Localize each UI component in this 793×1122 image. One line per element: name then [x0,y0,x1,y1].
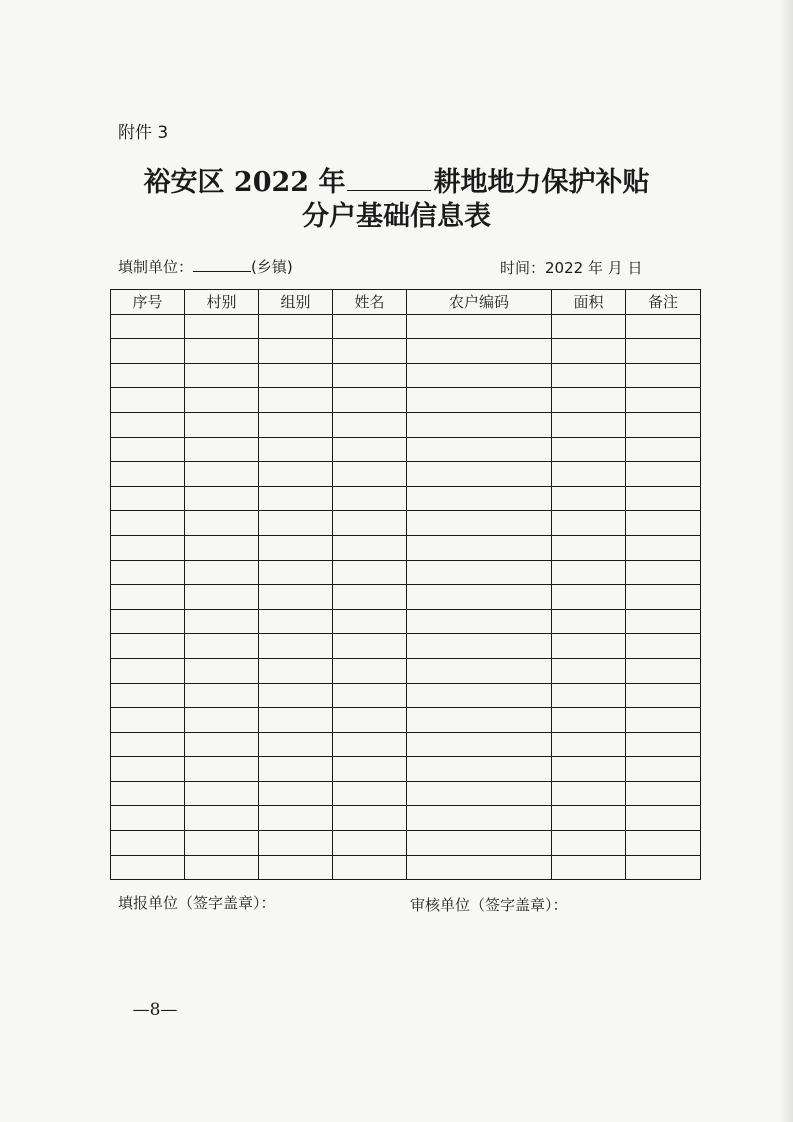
table-cell [407,437,552,462]
table-cell [333,609,407,634]
table-cell [333,585,407,610]
table-cell [185,585,259,610]
table-cell [407,732,552,757]
table-row [111,339,701,364]
table-cell [333,511,407,536]
table-cell [259,757,333,782]
table-cell [333,437,407,462]
table-cell [185,658,259,683]
table-row [111,535,701,560]
table-cell [259,560,333,585]
table-cell [626,462,701,487]
table-cell [333,486,407,511]
page-number: —8— [132,1000,178,1020]
table-cell [259,732,333,757]
table-cell [185,757,259,782]
table-cell [552,535,626,560]
table-cell [552,855,626,880]
header-household-code: 农户编码 [407,290,552,315]
table-cell [407,412,552,437]
document-title-line1 [0,160,793,201]
table-cell [333,462,407,487]
table-cell [333,757,407,782]
table-cell [185,806,259,831]
table-cell [333,781,407,806]
table-cell [333,855,407,880]
table-cell [407,855,552,880]
header-group: 组别 [259,290,333,315]
table-row [111,560,701,585]
report-unit-signature: 填报单位（签字盖章）： [118,894,276,912]
table-cell [333,535,407,560]
table-cell [626,732,701,757]
table-cell [259,781,333,806]
table-row [111,363,701,388]
table-cell [407,560,552,585]
table-cell [259,363,333,388]
fill-unit-label: 填制单位： [118,258,194,276]
table-cell [259,535,333,560]
table-row [111,781,701,806]
table-cell [259,683,333,708]
table-cell [552,314,626,339]
table-cell [333,732,407,757]
fill-unit-suffix: (乡镇) [251,258,293,276]
table-row [111,511,701,536]
table-cell [111,609,185,634]
table-cell [185,437,259,462]
table-row [111,757,701,782]
table-cell [185,634,259,659]
table-cell [626,609,701,634]
table-cell [552,339,626,364]
table-cell [407,708,552,733]
table-cell [407,314,552,339]
document-title-line2: 分户基础信息表 [302,201,491,232]
fill-date: 时间：2022 年 月 日 [500,259,643,277]
table-cell [111,831,185,856]
title-suffix: 耕地地力保护补贴 [433,167,650,198]
table-cell [552,585,626,610]
table-cell [407,831,552,856]
table-row [111,437,701,462]
fill-unit-line [118,255,293,277]
table-cell [626,363,701,388]
table-cell [259,585,333,610]
table-cell [259,855,333,880]
table-cell [552,806,626,831]
table-cell [333,831,407,856]
table-row [111,855,701,880]
table-cell [552,388,626,413]
table-cell [185,363,259,388]
table-cell [552,363,626,388]
table-cell [552,462,626,487]
table-cell [111,560,185,585]
table-cell [259,314,333,339]
table-cell [259,462,333,487]
table-cell [259,658,333,683]
table-cell [111,708,185,733]
table-cell [407,609,552,634]
table-cell [111,781,185,806]
table-cell [111,658,185,683]
table-cell [407,806,552,831]
table-cell [333,658,407,683]
table-cell [333,339,407,364]
table-row [111,806,701,831]
table-cell [333,806,407,831]
table-cell [407,486,552,511]
table-cell [407,339,552,364]
attachment-label: 附件 3 [118,123,169,143]
table-cell [552,609,626,634]
table-cell [111,855,185,880]
header-village: 村别 [185,290,259,315]
table-cell [552,437,626,462]
table-cell [111,437,185,462]
table-cell [185,314,259,339]
table-cell [185,535,259,560]
table-cell [333,388,407,413]
table-row [111,831,701,856]
table-cell [111,486,185,511]
table-cell [259,831,333,856]
header-name: 姓名 [333,290,407,315]
table-row [111,462,701,487]
table-cell [552,732,626,757]
table-cell [552,634,626,659]
table-cell [111,462,185,487]
table-cell [333,708,407,733]
table-cell [111,732,185,757]
table-cell [185,855,259,880]
table-cell [111,363,185,388]
table-cell [626,560,701,585]
table-cell [333,363,407,388]
table-cell [626,535,701,560]
table-cell [185,486,259,511]
title-blank-line [347,160,431,191]
table-cell [259,388,333,413]
table-cell [626,412,701,437]
table-cell [626,585,701,610]
table-cell [626,708,701,733]
table-body [111,314,701,880]
table-cell [111,634,185,659]
table-cell [552,683,626,708]
title-prefix: 裕安区 2022 年 [143,167,346,198]
table-cell [626,486,701,511]
table-row [111,708,701,733]
table-row [111,609,701,634]
table-cell [185,732,259,757]
table-cell [407,634,552,659]
table-row [111,314,701,339]
table-cell [185,683,259,708]
table-row [111,634,701,659]
table-cell [626,658,701,683]
table-cell [626,806,701,831]
table-cell [111,683,185,708]
table-cell [111,757,185,782]
table-cell [111,339,185,364]
table-cell [259,412,333,437]
table-cell [552,757,626,782]
table-cell [111,412,185,437]
table-row [111,732,701,757]
table-cell [552,658,626,683]
table-cell [626,388,701,413]
table-cell [552,831,626,856]
table-cell [333,683,407,708]
table-cell [407,781,552,806]
table-cell [259,806,333,831]
table-cell [552,511,626,536]
table-cell [626,511,701,536]
table-cell [111,806,185,831]
table-header-row [111,290,701,315]
table-cell [185,412,259,437]
table-cell [259,708,333,733]
table-cell [185,781,259,806]
review-unit-signature: 审核单位（签字盖章）： [410,896,568,914]
table-cell [407,757,552,782]
table-cell [626,683,701,708]
table-cell [552,781,626,806]
table-cell [626,634,701,659]
header-remarks: 备注 [626,290,701,315]
table-cell [407,511,552,536]
table-cell [185,511,259,536]
table-cell [626,831,701,856]
table-cell [259,511,333,536]
table-cell [626,757,701,782]
table-cell [185,831,259,856]
table-cell [407,683,552,708]
table-cell [185,462,259,487]
table-cell [626,314,701,339]
table-row [111,683,701,708]
table-cell [626,339,701,364]
table-cell [552,486,626,511]
table-cell [185,708,259,733]
table-cell [333,560,407,585]
header-area: 面积 [552,290,626,315]
household-info-table [110,289,701,880]
table-cell [185,609,259,634]
table-cell [185,560,259,585]
table-cell [407,585,552,610]
table-cell [259,437,333,462]
table-cell [111,314,185,339]
header-serial: 序号 [111,290,185,315]
table-cell [111,511,185,536]
table-cell [407,363,552,388]
table-cell [259,486,333,511]
table-cell [111,535,185,560]
table-cell [407,658,552,683]
table-cell [626,855,701,880]
table-cell [552,412,626,437]
table-cell [407,462,552,487]
table-cell [552,560,626,585]
table-row [111,658,701,683]
table-cell [111,585,185,610]
table-row [111,412,701,437]
table-cell [259,609,333,634]
table-cell [259,634,333,659]
table-cell [333,634,407,659]
table-cell [407,535,552,560]
table-cell [111,388,185,413]
table-cell [185,339,259,364]
table-cell [552,708,626,733]
table-cell [333,314,407,339]
table-cell [259,339,333,364]
table-cell [185,388,259,413]
table-cell [407,388,552,413]
table-cell [333,412,407,437]
table-row [111,388,701,413]
table-row [111,585,701,610]
table-row [111,486,701,511]
table-cell [626,437,701,462]
table-cell [626,781,701,806]
fill-unit-blank [193,255,251,272]
